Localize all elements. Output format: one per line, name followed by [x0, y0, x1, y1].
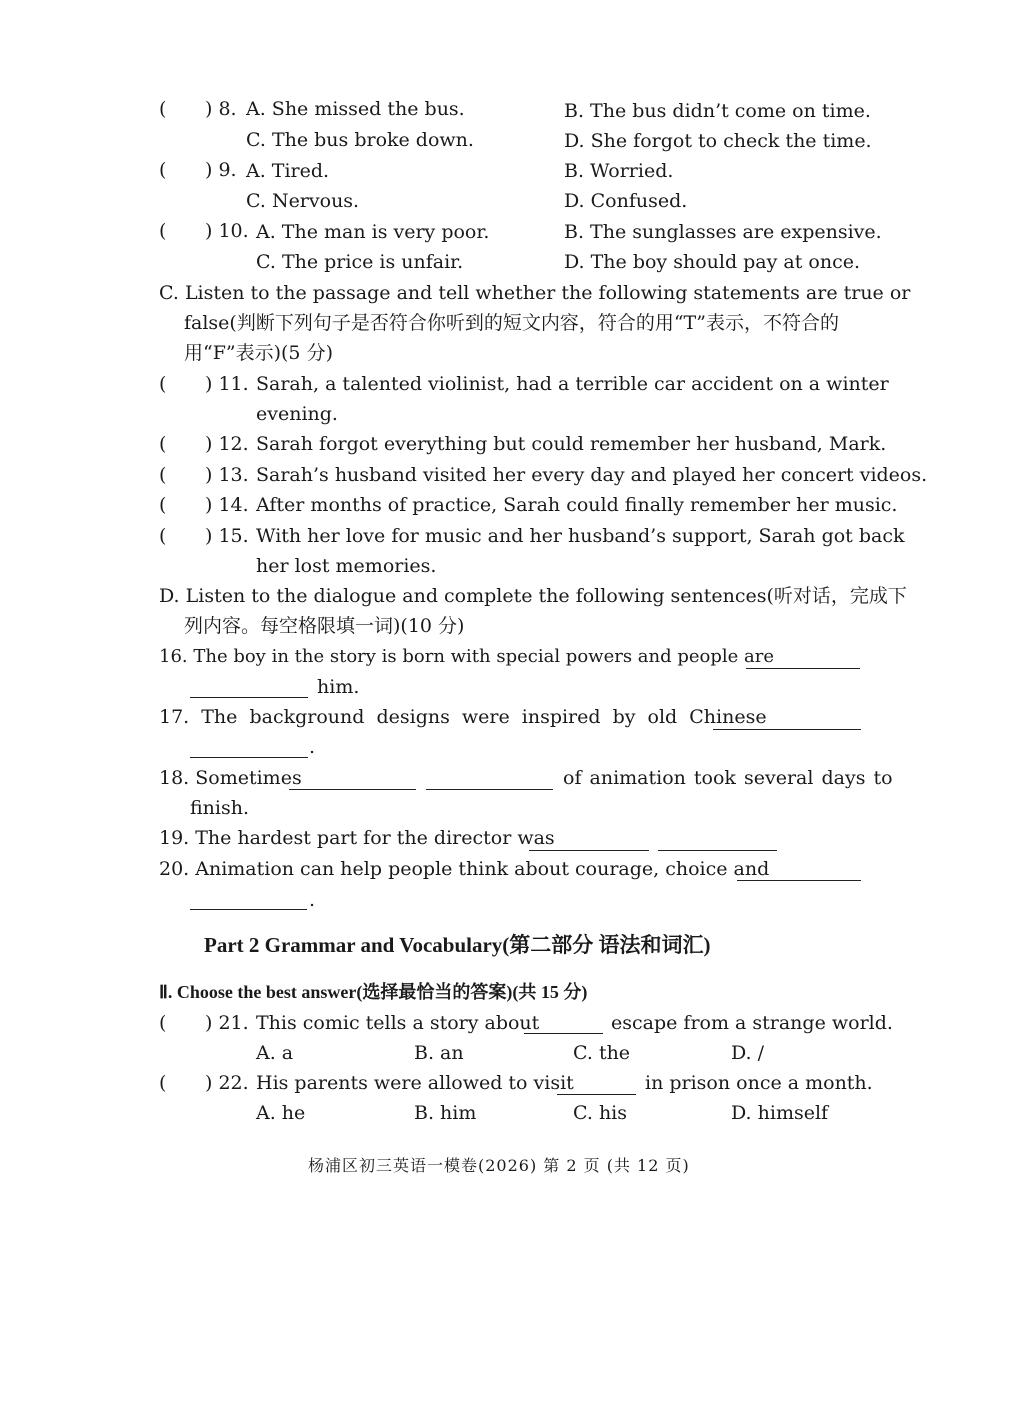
q14-number: ) 14.: [205, 494, 249, 516]
q18-text-end: finish.: [190, 797, 250, 819]
q8-number: ) 8.: [205, 98, 237, 120]
q18-blank-2[interactable]: [426, 789, 553, 790]
q10-paren: (: [159, 220, 167, 242]
section-d-instruction-line2: 列内容。每空格限填一词)(10 分): [184, 615, 465, 637]
q21-number: ) 21.: [205, 1012, 249, 1034]
part2-heading: Part 2 Grammar and Vocabulary(第二部分 语法和词汇): [204, 933, 711, 957]
q22-paren: (: [159, 1072, 167, 1094]
q12-paren: (: [159, 433, 167, 455]
q16-text-end: him.: [317, 676, 360, 698]
q11-statement-cont: evening.: [256, 403, 338, 425]
q8-option-b[interactable]: B. The bus didn’t come on time.: [564, 100, 871, 122]
q13-number: ) 13.: [205, 464, 249, 486]
q10-option-c[interactable]: C. The price is unfair.: [256, 251, 464, 273]
q15-paren: (: [159, 525, 167, 547]
q21-option-d[interactable]: D. /: [731, 1042, 765, 1064]
q19-blank-2[interactable]: [658, 850, 777, 851]
q17-blank-2[interactable]: [190, 757, 308, 758]
q11-number: ) 11.: [205, 373, 249, 395]
section-ii-heading: Ⅱ. Choose the best answer(选择最恰当的答案)(共 15 分): [159, 982, 588, 1002]
q19-blank-1[interactable]: [529, 850, 649, 851]
q20-blank-2[interactable]: [190, 909, 307, 910]
q8-option-c[interactable]: C. The bus broke down.: [246, 129, 474, 151]
q22-option-d[interactable]: D. himself: [731, 1102, 829, 1124]
q22-number: ) 22.: [205, 1072, 249, 1094]
q14-statement: After months of practice, Sarah could finally remember her music.: [256, 494, 898, 516]
q21-paren: (: [159, 1012, 167, 1034]
q15-statement-cont: her lost memories.: [256, 555, 437, 577]
q20-text-end: .: [309, 889, 316, 911]
q19-text: 19. The hardest part for the director was: [159, 827, 555, 849]
q16-blank-1[interactable]: [746, 668, 860, 669]
q21-option-a[interactable]: A. a: [256, 1042, 294, 1064]
q9-number: ) 9.: [205, 159, 237, 181]
q14-paren: (: [159, 494, 167, 516]
q20-text: 20. Animation can help people think about courage, choice and: [159, 858, 770, 880]
q8-option-a[interactable]: A. She missed the bus.: [246, 98, 465, 120]
q22-stem: His parents were allowed to visit: [256, 1072, 574, 1094]
q22-option-c[interactable]: C. his: [573, 1102, 628, 1124]
q22-option-a[interactable]: A. he: [256, 1102, 306, 1124]
q15-number: ) 15.: [205, 525, 249, 547]
page-footer: 杨浦区初三英语一模卷(2026) 第 2 页 (共 12 页): [308, 1156, 690, 1175]
q17-text-end: .: [309, 736, 316, 758]
q8-option-d[interactable]: D. She forgot to check the time.: [564, 130, 872, 152]
section-c-instruction-line3: 用“F”表示)(5 分): [184, 342, 333, 364]
q10-option-a[interactable]: A. The man is very poor.: [256, 221, 490, 243]
q17-blank-1[interactable]: [713, 729, 861, 730]
q21-blank[interactable]: [524, 1033, 603, 1034]
q13-statement: Sarah’s husband visited her every day and played her concert videos.: [256, 464, 928, 486]
section-c-instruction-line1: C. Listen to the passage and tell whether the following statements are true or: [159, 282, 911, 304]
q12-statement: Sarah forgot everything but could remember her husband, Mark.: [256, 433, 887, 455]
q11-statement: Sarah, a talented violinist, had a terrible car accident on a winter: [256, 373, 889, 395]
q21-option-c[interactable]: C. the: [573, 1042, 631, 1064]
q9-option-a[interactable]: A. Tired.: [246, 160, 330, 182]
q22-stem-end: in prison once a month.: [645, 1072, 873, 1094]
q17-text: 17. The background designs were inspired by old Chinese: [159, 706, 767, 728]
q8-paren: (: [159, 98, 167, 120]
q20-blank-1[interactable]: [737, 880, 861, 881]
q9-option-c[interactable]: C. Nervous.: [246, 190, 360, 212]
q10-number: ) 10.: [205, 220, 249, 242]
q18-text: 18. Sometimes: [159, 767, 302, 789]
q9-option-d[interactable]: D. Confused.: [564, 190, 688, 212]
q9-paren: (: [159, 159, 167, 181]
q21-stem-end: escape from a strange world.: [611, 1012, 893, 1034]
section-c-instruction-line2: false(判断下列句子是否符合你听到的短文内容，符合的用“T”表示，不符合的: [184, 312, 839, 334]
section-d-instruction-line1: D. Listen to the dialogue and complete the following sentences(听对话，完成下: [159, 585, 907, 607]
q12-number: ) 12.: [205, 433, 249, 455]
q10-option-b[interactable]: B. The sunglasses are expensive.: [564, 221, 882, 243]
q15-statement: With her love for music and her husband’s support, Sarah got back: [256, 525, 905, 547]
q16-blank-2[interactable]: [190, 697, 308, 698]
q16-text: 16. The boy in the story is born with special powers and people are: [159, 646, 775, 667]
q10-option-d[interactable]: D. The boy should pay at once.: [564, 251, 861, 273]
q9-option-b[interactable]: B. Worried.: [564, 160, 674, 182]
q11-paren: (: [159, 373, 167, 395]
q18-blank-1[interactable]: [289, 789, 416, 790]
q13-paren: (: [159, 464, 167, 486]
q21-option-b[interactable]: B. an: [414, 1042, 464, 1064]
q22-option-b[interactable]: B. him: [414, 1102, 477, 1124]
q18-text-mid: of animation took several days to: [563, 767, 893, 789]
q22-blank[interactable]: [557, 1094, 636, 1095]
q21-stem: This comic tells a story about: [256, 1012, 540, 1034]
